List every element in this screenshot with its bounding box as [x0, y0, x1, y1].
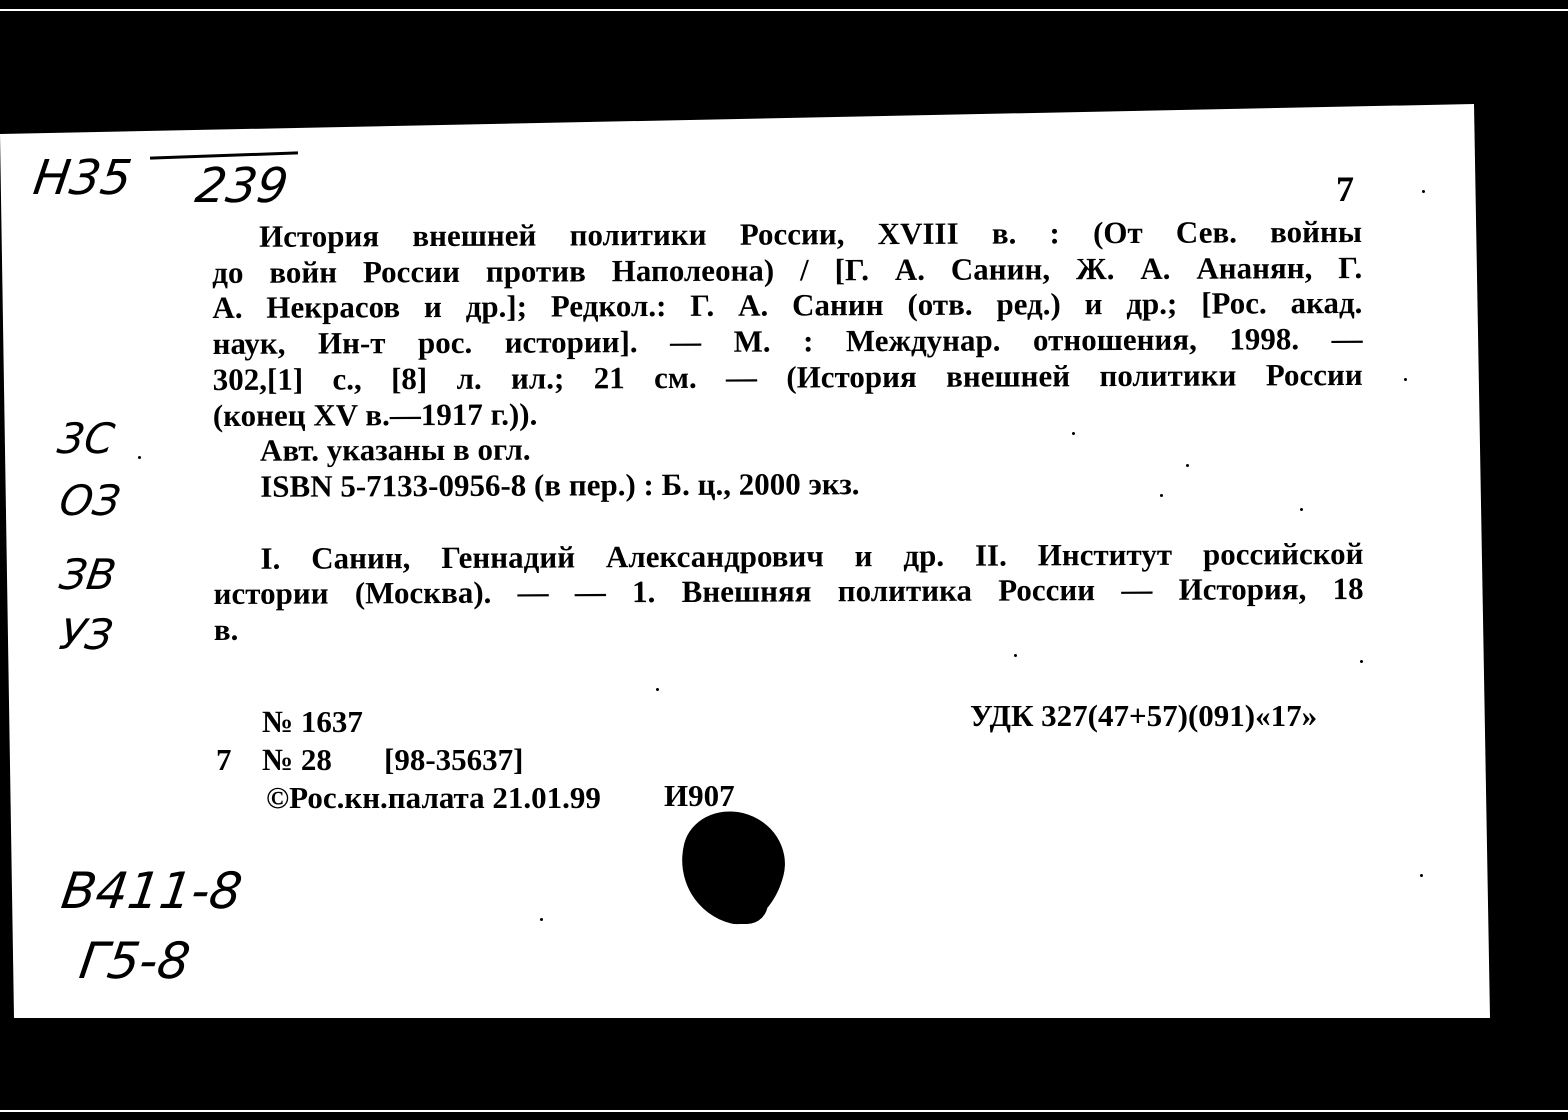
copy-prefix: 7	[216, 742, 232, 777]
bottom-scan-line	[0, 1110, 1568, 1112]
book-chamber-line: ©Рос.кн.палата 21.01.99	[266, 780, 601, 815]
speck	[1360, 660, 1363, 663]
speck	[1482, 410, 1485, 413]
spacer	[213, 500, 1363, 541]
record-line: А. Некрасов и др.]; Редкол.: Г. А. Санин (отв. ред.) и др.; [Рос. акад.	[212, 285, 1363, 326]
speck	[1186, 464, 1189, 467]
speck	[1404, 378, 1407, 381]
handwritten-code-1: 3С	[54, 414, 118, 463]
tracing-line: I. Санин, Геннадий Александрович и др. II. Институт российской	[260, 535, 1364, 576]
record-line: до войн России против Наполеона) / [Г. А. Санин, Ж. А. Ананян, Г.	[212, 249, 1363, 290]
speck	[540, 918, 543, 921]
record-line: 302,[1] с., [8] л. ил.; 21 см. — (История внешней политики России	[212, 356, 1363, 397]
speck	[1160, 494, 1163, 497]
speck	[1014, 654, 1017, 657]
record-line: (конец XV в.—1917 г.)).	[212, 396, 538, 433]
ink-blot	[724, 880, 768, 924]
registration-code: [98-35637]	[384, 742, 524, 777]
speck	[1422, 190, 1425, 193]
card-number: 7	[1336, 169, 1354, 209]
handwritten-shelf-number: 239	[192, 158, 292, 214]
book-chamber-code: И907	[664, 778, 735, 813]
speck	[656, 688, 659, 691]
record-number: № 1637	[262, 704, 363, 739]
bibliographic-record	[212, 214, 1364, 648]
handwritten-bottom-code-1: В411-8	[57, 862, 246, 920]
handwritten-bottom-code-2: Г5-8	[75, 932, 194, 990]
tracing-line: истории (Москва). — — 1. Внешняя политика России — История, 18	[213, 571, 1364, 612]
handwritten-code-2: ОЗ	[56, 476, 124, 525]
author-note: Авт. указаны в огл.	[259, 431, 531, 469]
record-line: История внешней политики России, XVIII в. : (От Сев. войны	[258, 213, 1363, 254]
udc-classification: УДК 327(47+57)(091)«17»	[970, 698, 1318, 733]
speck	[138, 456, 141, 459]
handwritten-shelfmark: Н35	[30, 150, 136, 206]
tracing-line: в.	[213, 611, 239, 648]
handwritten-code-4: УЗ	[56, 610, 116, 659]
handwritten-code-3: ЗВ	[56, 550, 120, 599]
record-line: наук, Ин-т рос. истории]. — М. : Междунар. отношения, 1998. —	[212, 321, 1363, 362]
isbn-line: ISBN 5-7133-0956-8 (в пер.) : Б. ц., 2000 экз.	[260, 466, 860, 504]
speck	[1420, 874, 1423, 877]
speck	[1072, 432, 1075, 435]
speck	[1300, 508, 1303, 511]
top-scan-line	[0, 9, 1568, 11]
issue-number: № 28	[262, 742, 332, 777]
